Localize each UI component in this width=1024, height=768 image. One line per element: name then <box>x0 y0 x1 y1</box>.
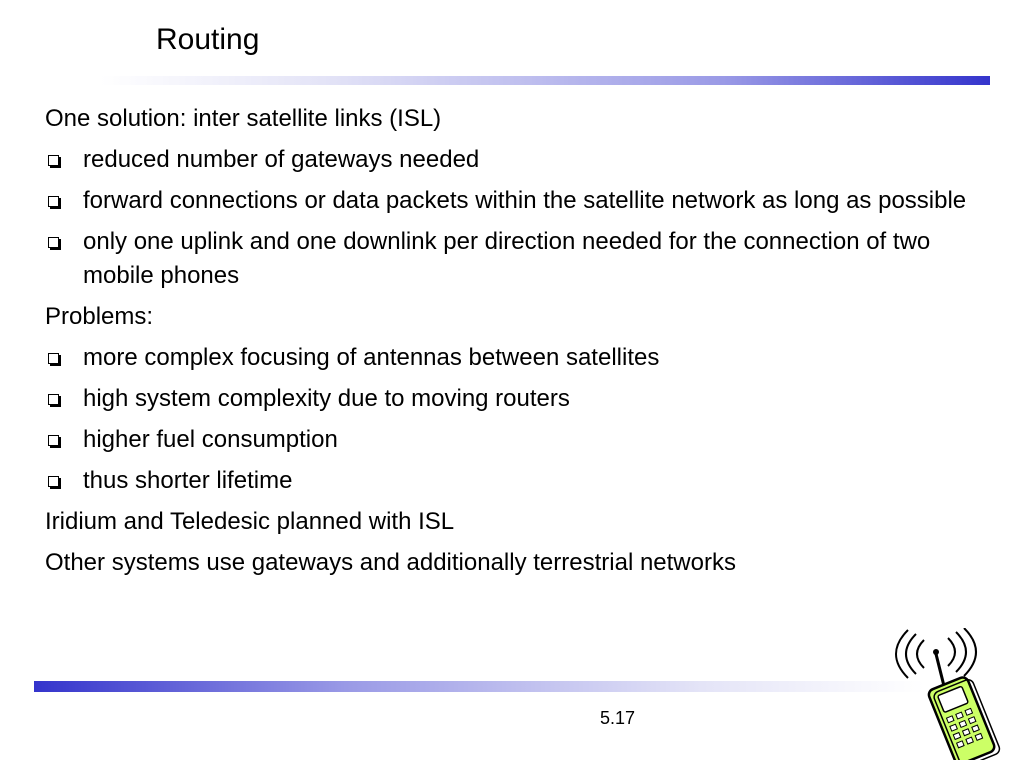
bullet-item <box>45 143 995 177</box>
slide-title: Routing <box>156 23 260 56</box>
footer-divider <box>34 681 924 692</box>
line-text: Problems: <box>45 303 154 330</box>
text-line <box>45 505 995 539</box>
title-divider <box>100 76 990 85</box>
page-number: 5.17 <box>600 708 636 728</box>
square-bullet-icon <box>48 394 59 405</box>
text-line <box>45 300 995 334</box>
bullet-text: reduced number of gateways needed <box>83 146 480 173</box>
slide-content <box>45 102 995 587</box>
square-bullet-icon <box>48 353 59 364</box>
text-line <box>45 546 995 580</box>
bullet-item <box>45 382 995 416</box>
square-bullet-icon <box>48 155 59 166</box>
square-bullet-icon <box>48 196 59 207</box>
bullet-item <box>45 423 995 457</box>
bullet-text: only one uplink and one downlink per direction needed for the connection of two mobile phones <box>83 228 931 289</box>
line-text: One solution: inter satellite links (ISL) <box>45 105 442 132</box>
bullet-text: high system complexity due to moving routers <box>83 385 570 412</box>
line-text: Iridium and Teledesic planned with ISL <box>45 508 455 535</box>
square-bullet-icon <box>48 435 59 446</box>
bullet-text: thus shorter lifetime <box>83 467 293 494</box>
bullet-item <box>45 341 995 375</box>
text-line <box>45 102 995 136</box>
mobile-phone-icon <box>884 628 1008 760</box>
bullet-text: forward connections or data packets within the satellite network as long as possible <box>83 187 967 214</box>
bullet-item <box>45 184 995 218</box>
square-bullet-icon <box>48 237 59 248</box>
bullet-item <box>45 225 995 293</box>
square-bullet-icon <box>48 476 59 487</box>
line-text: Other systems use gateways and additionally terrestrial networks <box>45 549 736 576</box>
bullet-text: more complex focusing of antennas between satellites <box>83 344 660 371</box>
bullet-text: higher fuel consumption <box>83 426 338 453</box>
bullet-item <box>45 464 995 498</box>
